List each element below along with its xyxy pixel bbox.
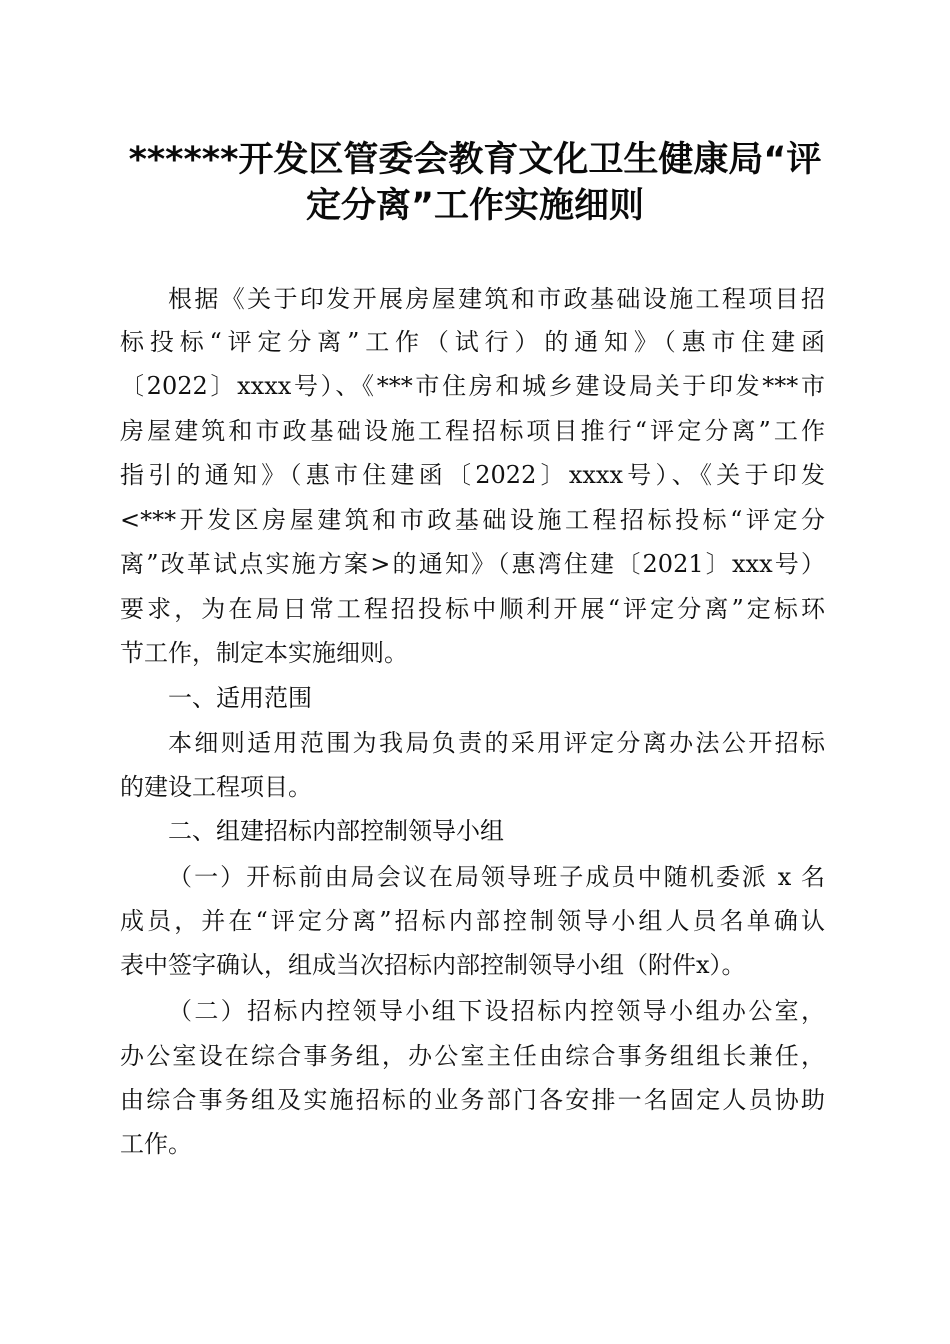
section-2-item-2-line: 办公室设在综合事务组，办公室主任由综合事务组组长兼任， [120,1042,825,1070]
section-2-item-1-line: 表中签字确认，组成当次招标内部控制领导小组（附件x）。 [120,951,746,979]
intro-line: 房屋建筑和市政基础设施工程招标项目推行“评定分离”工作 [120,417,825,445]
section-1-line: 本细则适用范围为我局负责的采用评定分离办法公开招标 [168,729,825,757]
intro-line: 标投标“评定分离”工作（试行）的通知》（惠市住建函 [120,328,825,356]
document-title-line-2: 定分离”工作实施细则 [305,186,644,226]
intro-line: 节工作，制定本实施细则。 [120,639,408,667]
intro-line: <***开发区房屋建筑和市政基础设施工程招标投标“评定分 [120,506,825,534]
section-1-line: 的建设工程项目。 [120,773,312,801]
intro-line: 离”改革试点实施方案>的通知》（惠湾住建〔2021〕xxx号） [120,550,825,578]
section-2-item-1-line: （一）开标前由局会议在局领导班子成员中随机委派 x 名 [168,863,825,891]
section-2-item-2-line: （二）招标内控领导小组下设招标内控领导小组办公室， [168,997,825,1025]
document-title-line-1: ******开发区管委会教育文化卫生健康局“评 [128,140,822,180]
intro-line: 根据《关于印发开展房屋建筑和市政基础设施工程项目招 [168,285,825,313]
section-2-item-1-line: 成员，并在“评定分离”招标内部控制领导小组人员名单确认 [120,907,825,935]
intro-line: 指引的通知》（惠市住建函〔2022〕xxxx号）、《关于印发 [120,461,825,489]
section-2-heading: 二、组建招标内部控制领导小组 [168,817,504,845]
section-2-item-2-line: 工作。 [120,1130,192,1158]
intro-line: 〔2022〕xxxx号）、《***市住房和城乡建设局关于印发***市 [120,372,825,400]
section-1-heading: 一、适用范围 [168,684,312,712]
section-2-item-2-line: 由综合事务组及实施招标的业务部门各安排一名固定人员协助 [120,1086,825,1114]
intro-line: 要求，为在局日常工程招投标中顺利开展“评定分离”定标环 [120,595,825,623]
